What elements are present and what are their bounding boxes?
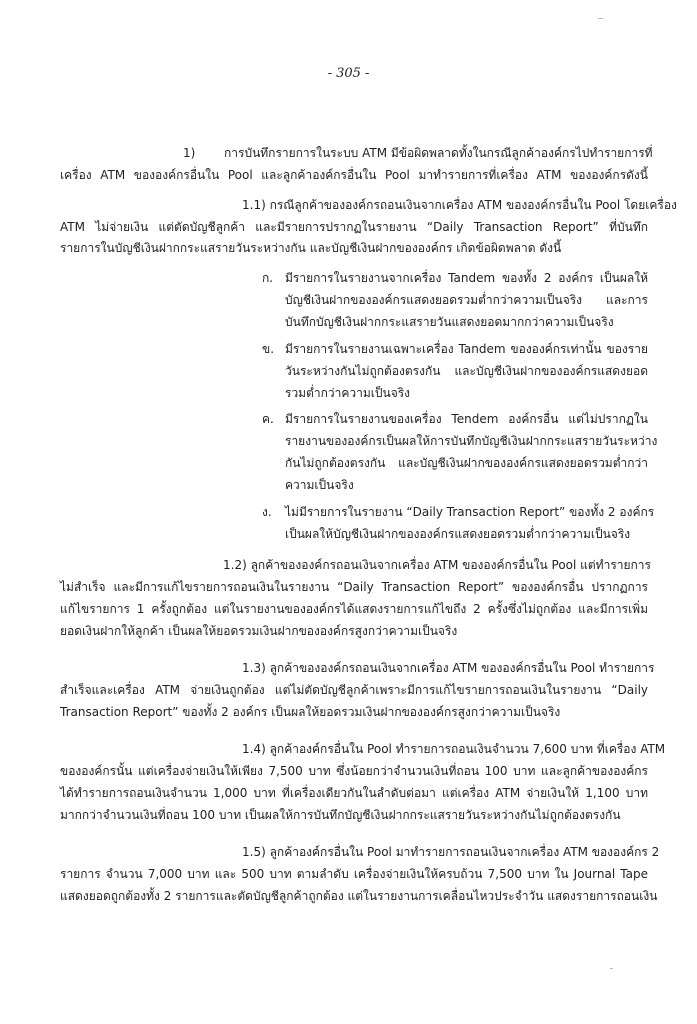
sub-item-line: บันทึกบัญชีเงินฝากกระแสรายวันแสดงยอดมากกว่าความเป็นจริง [285, 315, 614, 329]
paragraph-1-3-line: สำเร็จและเครื่อง ATM จ่ายเงินถูกต้อง แต่ไม่ตัดบัญชีลูกค้าเพราะมีการแก้ไขรายการถอนเงินในรายงาน “Daily [60, 683, 648, 697]
paragraph-1-4-line: ได้ทำรายการถอนเงินจำนวน 1,000 บาท ที่เครื่องเดียวกันในลำดับต่อมา แต่เครื่อง ATM จ่ายเงินให้ 1,100 บาท [60, 786, 648, 800]
paragraph-1-1-line: 1.1) กรณีลูกค้าขององค์กรถอนเงินจากเครื่อง ATM ขององค์กรอื่นใน Pool โดยเครื่อง [242, 198, 677, 212]
paragraph-1-2-line: ยอดเงินฝากให้ลูกค้า เป็นผลให้ยอดรวมเงินฝากขององค์กรสูงกว่าความเป็นจริง [60, 624, 458, 638]
sub-item-line: รายงานขององค์กรเป็นผลให้การบันทึกบัญชีเงินฝากกระแสรายวันระหว่าง [285, 434, 658, 448]
sub-item-marker: ข. [262, 342, 275, 356]
paragraph-1-4-line: ขององค์กรนั้น แต่เครื่องจ่ายเงินให้เพียง 7,500 บาท ซึ่งน้อยกว่าจำนวนเงินที่ถอน 100 บาท และลูกค้าขององค์กร [60, 764, 648, 778]
sub-item-line: เป็นผลให้บัญชีเงินฝากขององค์กรแสดงยอดรวมต่ำกว่าความเป็นจริง [285, 527, 631, 541]
sub-item-line: ความเป็นจริง [285, 478, 354, 492]
paragraph-1-4-line: มากกว่าจำนวนเงินที่ถอน 100 บาท เป็นผลให้การบันทึกบัญชีเงินฝากกระแสรายวันระหว่างกันไม่ถูกต้องตรงกัน [60, 808, 621, 822]
paragraph-1-5-line: 1.5) ลูกค้าองค์กรอื่นใน Pool มาทำรายการถอนเงินจากเครื่อง ATM ขององค์กร 2 [242, 845, 660, 859]
paragraph-1-2-line: 1.2) ลูกค้าขององค์กรถอนเงินจากเครื่อง ATM ขององค์กรอื่นใน Pool แต่ทำรายการ [223, 558, 651, 572]
scan-speck [598, 18, 603, 19]
paragraph-1-2-line: ไม่สำเร็จ และมีการแก้ไขรายการถอนเงินในรายงาน “Daily Transaction Report” ขององค์กรอื่น ปรากฏการ [60, 580, 648, 594]
sub-item-line: กันไม่ถูกต้องตรงกัน และบัญชีเงินฝากขององค์กรแสดงยอดรวมต่ำกว่า [285, 456, 648, 470]
paragraph-1-3-line: Transaction Report” ของทั้ง 2 องค์กร เป็นผลให้ยอดรวมเงินฝากขององค์กรสูงกว่าความเป็นจริง [60, 705, 561, 719]
section-1-line: เครื่อง ATM ขององค์กรอื่นใน Pool และลูกค้าองค์กรอื่นใน Pool มาทำรายการที่เครื่อง ATM ขององค์กรดังนี้ [60, 168, 648, 182]
sub-item-line: บัญชีเงินฝากขององค์กรแสดงยอดรวมต่ำกว่าความเป็นจริง และการ [285, 293, 648, 307]
sub-item-line: ไม่มีรายการในรายงาน “Daily Transaction Report” ของทั้ง 2 องค์กร [285, 505, 655, 519]
page-number: - 305 - [327, 66, 370, 81]
sub-item-line: มีรายการในรายงานจากเครื่อง Tandem ของทั้ง 2 องค์กร เป็นผลให้ [285, 271, 648, 285]
sub-item-marker: ค. [262, 412, 274, 426]
section-1-line: การบันทึกรายการในระบบ ATM มีข้อผิดพลาดทั้งในกรณีลูกค้าองค์กรไปทำรายการที่ [224, 146, 653, 160]
paragraph-1-1-line: ATM ไม่จ่ายเงิน แต่ตัดบัญชีลูกค้า และมีรายการปรากฏในรายงาน “Daily Transaction Report” ที่บันทึก [60, 220, 648, 234]
scan-speck [610, 968, 613, 969]
paragraph-1-4-line: 1.4) ลูกค้าองค์กรอื่นใน Pool ทำรายการถอนเงินจำนวน 7,600 บาท ที่เครื่อง ATM [242, 742, 666, 756]
sub-item-marker: ก. [262, 271, 274, 285]
paragraph-1-2-line: แก้ไขรายการ 1 ครั้งถูกต้อง แต่ในรายงานขององค์กรได้แสดงรายการแก้ไขถึง 2 ครั้งซึ่งไม่ถูกต้อง และมีการเพิ่ม [60, 602, 648, 616]
section-1-number: 1) [183, 146, 196, 160]
sub-item-line: วันระหว่างกันไม่ถูกต้องตรงกัน และบัญชีเงินฝากขององค์กรแสดงยอด [285, 364, 648, 378]
sub-item-line: รวมต่ำกว่าความเป็นจริง [285, 386, 411, 400]
sub-item-line: มีรายการในรายงานของเครื่อง Tendem องค์กรอื่น แต่ไม่ปรากฏใน [285, 412, 648, 426]
paragraph-1-5-line: รายการ จำนวน 7,000 บาท และ 500 บาท ตามลำดับ เครื่องจ่ายเงินให้ครบถ้วน 7,500 บาท ใน Journal Tape [60, 867, 648, 881]
paragraph-1-1-line: รายการในบัญชีเงินฝากกระแสรายวันระหว่างกัน และบัญชีเงินฝากขององค์กร เกิดข้อผิดพลาด ดังนี้ [60, 241, 562, 255]
sub-item-line: มีรายการในรายงานเฉพาะเครื่อง Tandem ขององค์กรเท่านั้น ของราย [285, 342, 648, 356]
paragraph-1-5-line: แสดงยอดถูกต้องทั้ง 2 รายการและตัดบัญชีลูกค้าถูกต้อง แต่ในรายงานการเคลื่อนไหวประจำวัน แสดงรายการถอนเงิน [60, 889, 658, 903]
sub-item-marker: ง. [262, 505, 272, 519]
paragraph-1-3-line: 1.3) ลูกค้าขององค์กรถอนเงินจากเครื่อง ATM ขององค์กรอื่นใน Pool ทำรายการ [242, 661, 655, 675]
